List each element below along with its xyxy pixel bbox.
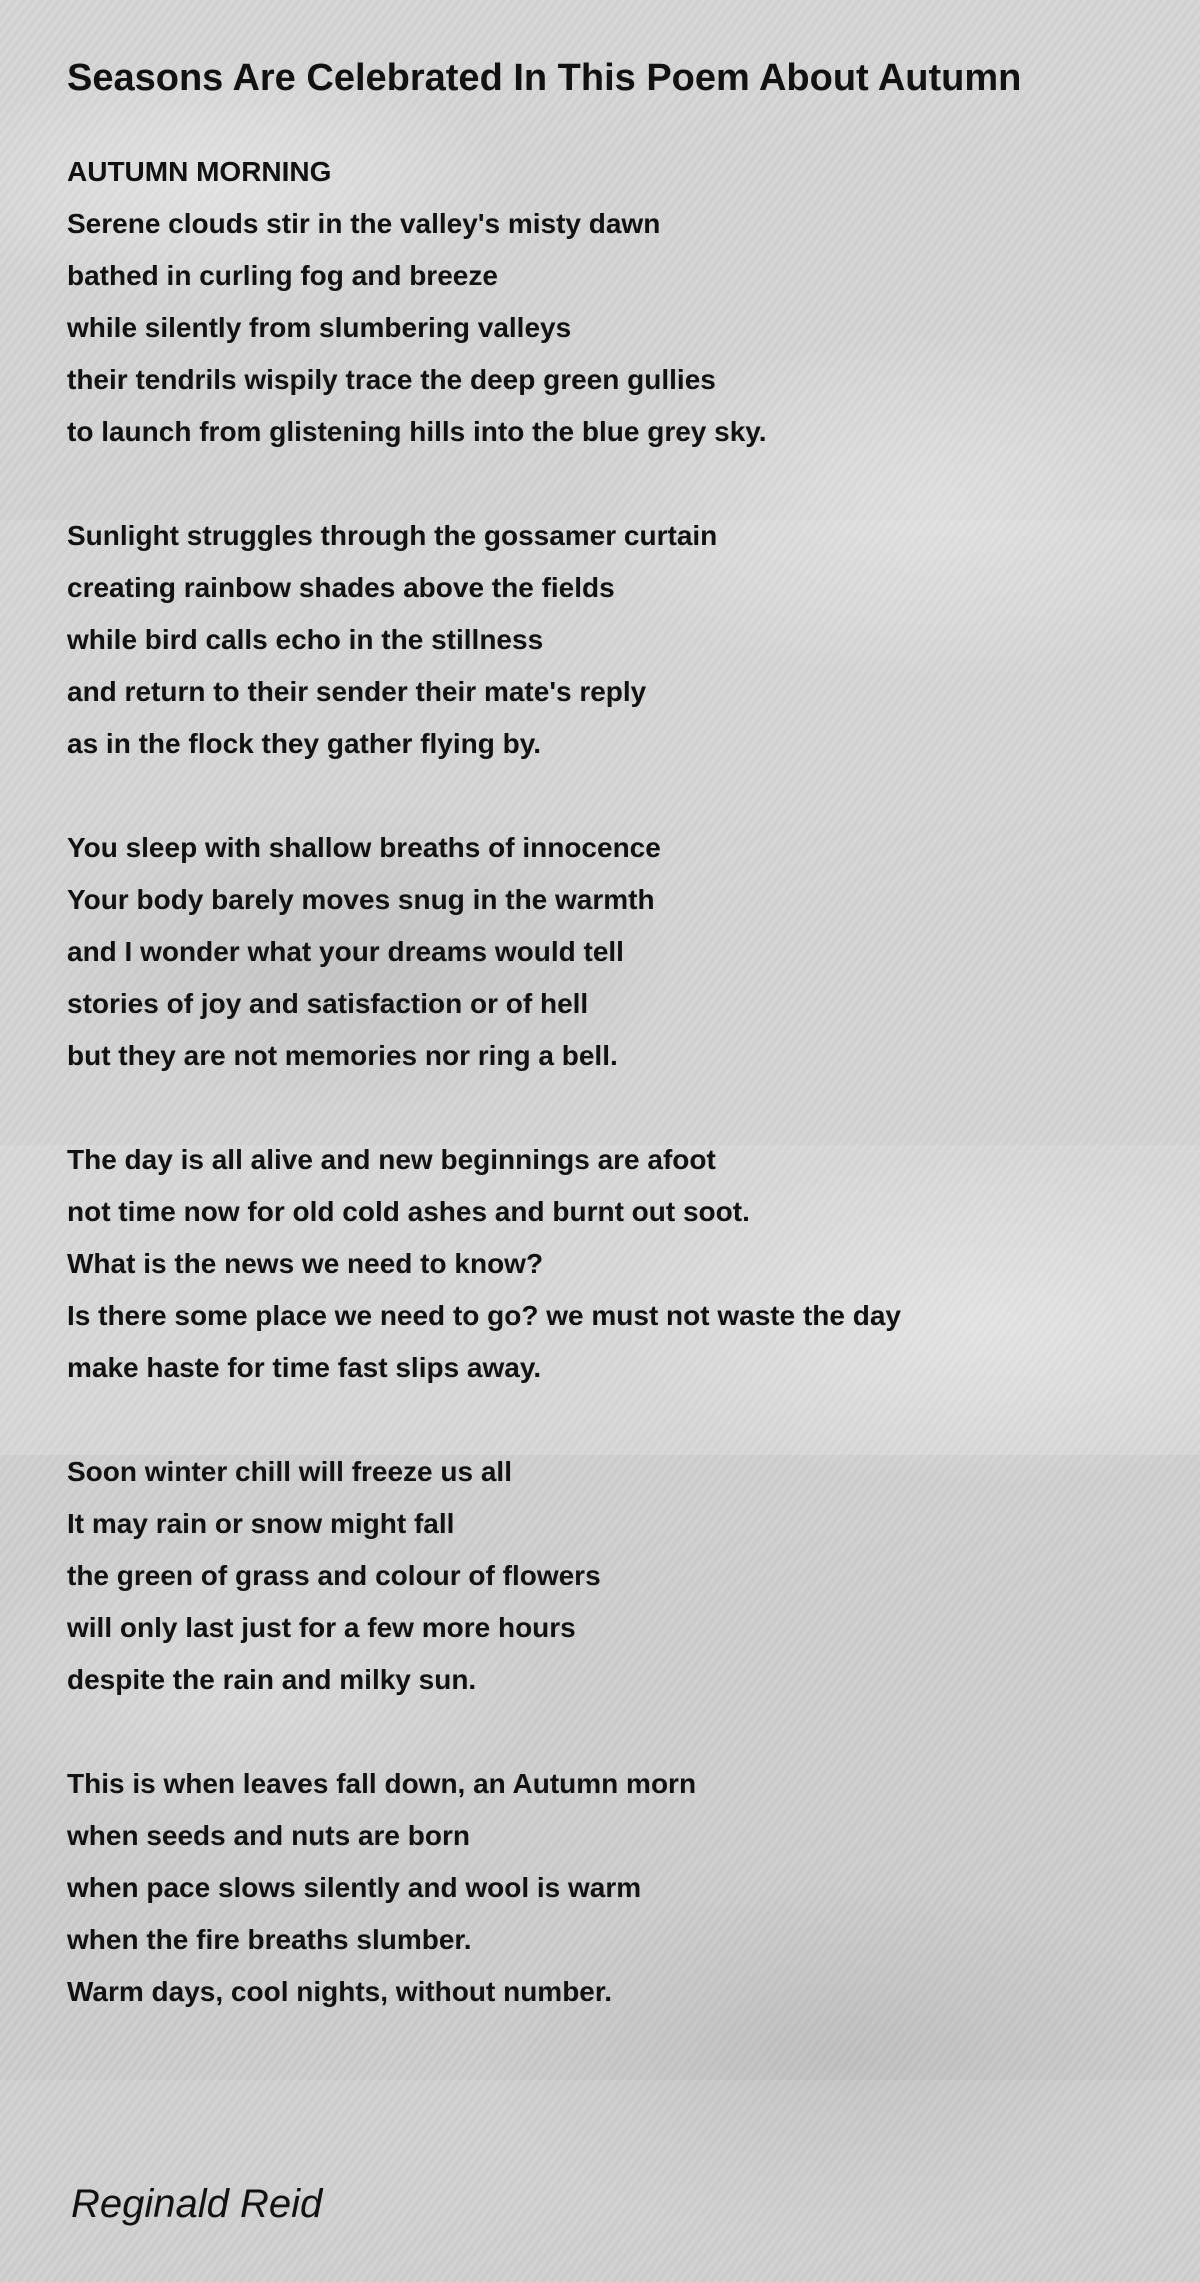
stanza-6 bbox=[67, 1758, 1147, 2018]
poem-line: their tendrils wispily trace the deep green gullies bbox=[67, 364, 716, 395]
poem-line: Soon winter chill will freeze us all bbox=[67, 1456, 512, 1487]
stanza-3 bbox=[67, 822, 1147, 1082]
poem-line: stories of joy and satisfaction or of hell bbox=[67, 988, 589, 1019]
poem-line: It may rain or snow might fall bbox=[67, 1508, 455, 1539]
poem-line: Sunlight struggles through the gossamer curtain bbox=[67, 520, 718, 551]
poem-line: creating rainbow shades above the fields bbox=[67, 572, 615, 603]
author-name: Reginald Reid bbox=[71, 2182, 323, 2226]
poem-body bbox=[67, 146, 1147, 2018]
poem-sheet bbox=[67, 0, 1147, 2070]
poem-line: The day is all alive and new beginnings are afoot bbox=[67, 1144, 716, 1175]
poem-line: as in the flock they gather flying by. bbox=[67, 728, 542, 759]
poem-line: despite the rain and milky sun. bbox=[67, 1664, 477, 1695]
poem-line: You sleep with shallow breaths of innocence bbox=[67, 832, 661, 863]
poem-line: not time now for old cold ashes and burnt out soot. bbox=[67, 1196, 750, 1227]
poem-line: bathed in curling fog and breeze bbox=[67, 260, 498, 291]
poem-line: while silently from slumbering valleys bbox=[67, 312, 572, 343]
poem-line: while bird calls echo in the stillness bbox=[67, 624, 544, 655]
poem-line: when the fire breaths slumber. bbox=[67, 1924, 472, 1955]
poem-line: when pace slows silently and wool is warm bbox=[67, 1872, 642, 1903]
poem-line: This is when leaves fall down, an Autumn morn bbox=[67, 1768, 697, 1799]
poem-line: and I wonder what your dreams would tell bbox=[67, 936, 624, 967]
poem-line: Warm days, cool nights, without number. bbox=[67, 1976, 613, 2007]
poem-line: make haste for time fast slips away. bbox=[67, 1352, 542, 1383]
stanza-1 bbox=[67, 198, 1147, 458]
poem-line: but they are not memories nor ring a bell. bbox=[67, 1040, 618, 1071]
stanza-2 bbox=[67, 510, 1147, 770]
poem-line: when seeds and nuts are born bbox=[67, 1820, 470, 1851]
poem-line: and return to their sender their mate's reply bbox=[67, 676, 647, 707]
poem-heading: AUTUMN MORNING bbox=[67, 156, 332, 187]
poem-line: Your body barely moves snug in the warmth bbox=[67, 884, 655, 915]
poem-title: Seasons Are Celebrated In This Poem About Autumn bbox=[67, 57, 1022, 99]
poem-line: to launch from glistening hills into the blue grey sky. bbox=[67, 416, 767, 447]
stanza-4 bbox=[67, 1134, 1147, 1394]
poem-line: Serene clouds stir in the valley's misty dawn bbox=[67, 208, 661, 239]
poem-line: Is there some place we need to go? we must not waste the day bbox=[67, 1300, 901, 1331]
poem-line: What is the news we need to know? bbox=[67, 1248, 544, 1279]
poem-line: will only last just for a few more hours bbox=[67, 1612, 576, 1643]
stanza-5 bbox=[67, 1446, 1147, 1706]
poem-line: the green of grass and colour of flowers bbox=[67, 1560, 601, 1591]
